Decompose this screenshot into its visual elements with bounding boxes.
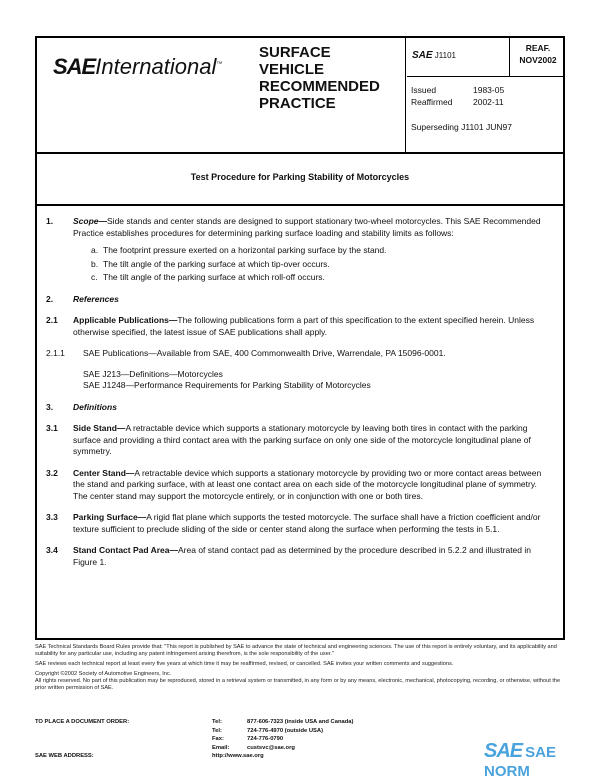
order-label: TO PLACE A DOCUMENT ORDER:: [35, 719, 130, 725]
section-text: Area of stand contact pad as determined by the procedure described in 5.2.2 and illustrated in Figure 1.: [73, 545, 531, 567]
divider: [407, 76, 563, 77]
document-body: [37, 216, 563, 578]
section-parking-surface: [37, 512, 563, 535]
section-heading: Side Stand—: [73, 423, 126, 433]
section-definitions: [37, 402, 563, 414]
contact-label: Tel:: [212, 727, 222, 734]
section-applicable-publications: [37, 315, 563, 338]
sae-international-logo: [53, 54, 222, 80]
issued-value: 1983-05: [473, 85, 505, 95]
section-scope: [37, 216, 563, 284]
web-link[interactable]: http://www.sae.org: [212, 753, 264, 759]
section-references: [37, 294, 563, 306]
logo-tm: ™: [216, 61, 223, 68]
section-number: 1.: [46, 216, 54, 226]
section-side-stand: [37, 423, 563, 458]
doc-type-line: SURFACE: [259, 44, 331, 61]
section-heading: SAE Publications—: [83, 348, 157, 358]
reaf-label: REAF.: [525, 43, 551, 53]
copyright: Copyright ©2002 Society of Automotive Engineers, Inc.: [35, 671, 172, 677]
section-number: 3.4: [46, 545, 58, 555]
reaffirmed-value: 2002-11: [473, 97, 504, 107]
reaf-date: NOV2002: [519, 55, 557, 65]
issued-label: Issued: [411, 85, 437, 95]
section-number: 3.: [46, 401, 54, 412]
list-item: [91, 245, 551, 257]
contact-label: Fax:: [212, 736, 224, 742]
section-text: A retractable device which supports a stationary motorcycle by providing two or more contact areas between the stand and parking surface, with at least one contact area on each side of the motorcycle longitudinal plane of symmetry. The center stand may support the motorcycle entirely, or in conjunction with one or both tires.: [73, 467, 542, 501]
section-heading: Applicable Publications—: [73, 315, 178, 325]
doc-type-line: VEHICLE: [259, 61, 325, 78]
logo-bold: SAE: [53, 54, 96, 79]
logo-text: International: [95, 54, 217, 79]
contact-value: 724-776-4970 (outside USA): [247, 727, 324, 734]
document-title: Test Procedure for Parking Stability of Motorcycles: [190, 172, 410, 182]
reference-item: SAE J1248—Performance Requirements for Parking Stability of Motorcycles: [83, 380, 371, 390]
contact-value: 724-776-0790: [247, 736, 284, 742]
header-block: [37, 38, 563, 154]
section-number: 2.1.1: [46, 348, 65, 358]
list-letter: a.: [91, 245, 99, 255]
divider: [37, 204, 563, 206]
doc-id: J1101: [434, 51, 456, 60]
legal-footer: [35, 644, 565, 695]
section-number: 3.1: [46, 423, 58, 433]
email-link[interactable]: custsvc@sae.org: [247, 744, 295, 751]
section-text: A rigid flat plane which supports the tested motorcycle. The surface shall have a friction coefficient and/or texture sufficient to preclude sliding of the side or center stand along the surface when performing the tests in 5.1.: [73, 512, 541, 534]
reference-item: SAE J213—Definitions—Motorcycles: [83, 368, 223, 379]
rules-notice: SAE Technical Standards Board Rules provide that: "This report is published by SAE to advance the state of technical and engineering sciences. The use of this report is entirely voluntary, and its applicability and suitability for any particular use, including any patent infringement arising therefrom, is the sole responsibility of the user.": [35, 644, 557, 657]
contact-value: 877-606-7323 (inside USA and Canada): [247, 719, 354, 725]
section-heading: Stand Contact Pad Area—: [73, 545, 179, 555]
list-text: The footprint pressure exerted on a horizontal parking surface by the stand.: [103, 245, 387, 255]
issue-dates: [411, 84, 504, 108]
watermark-text: SAE NORM: [484, 744, 556, 776]
sae-norm-watermark: [484, 740, 600, 776]
section-number: 3.3: [46, 512, 58, 522]
section-center-stand: [37, 468, 563, 503]
doc-type-line: PRACTICE: [259, 95, 336, 112]
section-heading: References: [73, 293, 119, 304]
contact-label: Tel:: [212, 719, 222, 725]
section-heading: Parking Surface—: [73, 512, 147, 522]
document-id: [412, 50, 456, 61]
watermark-mark: SAE: [484, 740, 523, 762]
review-notice: SAE reviews each technical report at least every five years at which time it may be reaffirmed, revised, or cancelled. SAE invites your written comments and suggestions.: [35, 661, 454, 667]
superseding: Superseding J1101 JUN97: [411, 122, 512, 132]
section-contact-pad-area: [37, 545, 563, 568]
rights-notice: All rights reserved. No part of this publication may be reproduced, stored in a retrieval system or transmitted, in any form or by any means, electronic, mechanical, photocopying, recording, or otherwise, without the prior written permission of SAE.: [35, 678, 561, 691]
section-heading: Definitions: [73, 401, 117, 412]
section-sae-publications: [37, 348, 563, 392]
section-heading: Center Stand—: [73, 467, 135, 478]
section-text: The following publications form a part of this specification to the extent specified herein. Unless otherwise specified, the latest issue of SAE publications shall apply.: [73, 315, 535, 337]
list-text: The tilt angle of the parking surface at which tip-over occurs.: [103, 258, 330, 269]
web-label: SAE WEB ADDRESS:: [35, 753, 94, 759]
document-type: [259, 44, 380, 112]
section-number: 2.1: [46, 315, 58, 325]
divider: [405, 38, 406, 152]
reaffirmed-label: Reaffirmed: [411, 97, 453, 107]
section-text: Available from SAE, 400 Commonwealth Drive, Warrendale, PA 15096-0001.: [156, 348, 446, 358]
divider: [509, 38, 510, 76]
section-text: A retractable device which supports a stationary motorcycle by leaving both tires in contact with the parking surface and providing a third contact area with the parking surface on only one side of the motorcycle longitudinal plane of symmetry.: [73, 423, 531, 456]
list-letter: c.: [91, 272, 98, 282]
section-number: 2.: [46, 293, 54, 304]
section-heading: Scope—: [73, 216, 108, 226]
reaffirmation-box: [515, 42, 561, 66]
list-item: [91, 272, 551, 284]
list-letter: b.: [91, 258, 99, 269]
sae-mark: SAE: [412, 50, 433, 61]
section-number: 3.2: [46, 467, 58, 478]
list-text: The tilt angle of the parking surface at which roll-off occurs.: [103, 272, 325, 282]
contact-label: Email:: [212, 744, 230, 751]
section-text: Side stands and center stands are designed to support stationary two-wheel motorcycles. This SAE Recommended Practice establishes procedures for determining parking surface loading and stability limits as follows:: [73, 216, 541, 238]
list-item: [91, 259, 551, 271]
document-frame: [35, 36, 565, 640]
doc-type-line: RECOMMENDED: [259, 78, 380, 95]
